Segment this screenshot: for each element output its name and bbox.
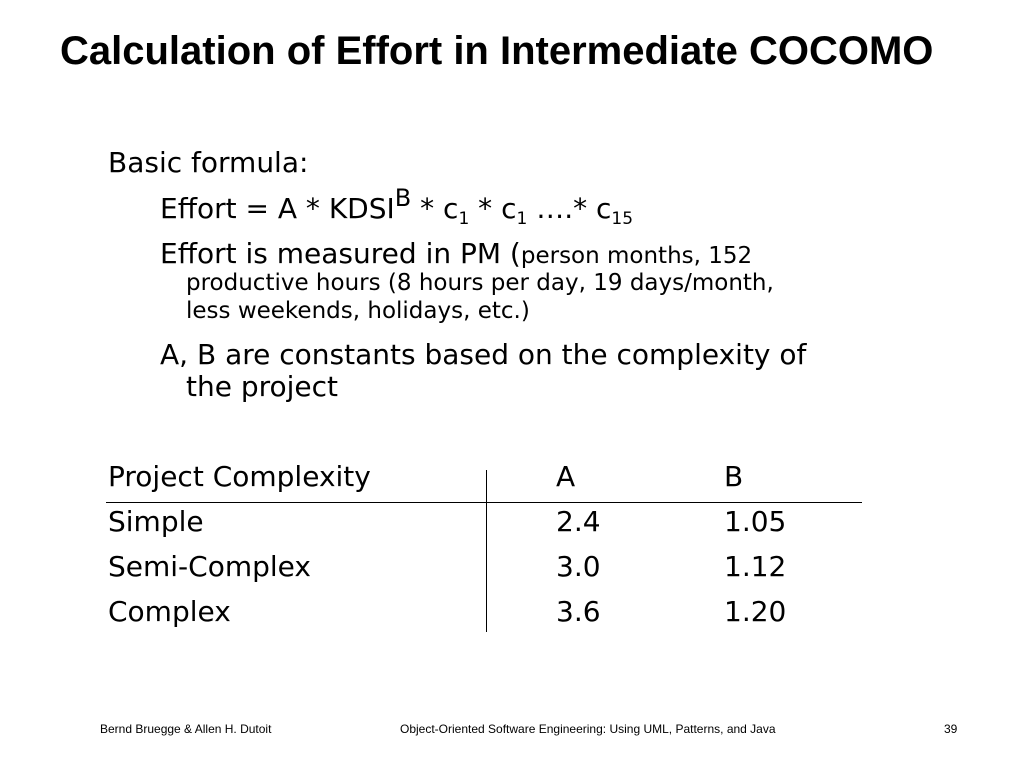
formula-exponent: B [394, 184, 412, 212]
table-cell-a: 2.4 [556, 505, 601, 538]
table-cell-complexity: Complex [108, 595, 231, 628]
table-cell-a: 3.6 [556, 595, 601, 628]
table-cell-b: 1.20 [724, 595, 787, 628]
table-cell-b: 1.05 [724, 505, 787, 538]
footer-authors: Bernd Bruegge & Allen H. Dutoit [100, 722, 272, 736]
table-cell-a: 3.0 [556, 550, 601, 583]
formula-subscript-3: 15 [611, 209, 634, 229]
table-cell-complexity: Simple [108, 505, 204, 538]
formula-term-1: * c [411, 192, 459, 225]
pm-line-1 [160, 237, 752, 270]
pm-lead: Effort is measured in PM ( [160, 237, 521, 270]
formula-subscript-2: 1 [516, 209, 528, 229]
table-header-complexity: Project Complexity [108, 460, 371, 493]
table-cell-complexity: Semi-Complex [108, 550, 311, 583]
table-cell-b: 1.12 [724, 550, 787, 583]
pm-detail-1: person months, 152 [520, 243, 753, 269]
pm-line-3: less weekends, holidays, etc.) [186, 298, 530, 324]
effort-formula [160, 184, 634, 229]
formula-subscript-1: 1 [458, 209, 470, 229]
table-header-divider [106, 502, 862, 503]
formula-term-2: * c [469, 192, 517, 225]
footer-page-number: 39 [944, 722, 958, 736]
table-column-divider [486, 470, 487, 632]
table-header-b: B [724, 460, 744, 493]
table-header-a: A [556, 460, 576, 493]
slide-title: Calculation of Effort in Intermediate COCOMO [60, 29, 934, 73]
constants-line-2: the project [186, 370, 339, 403]
pm-line-2: productive hours (8 hours per day, 19 days/month, [186, 270, 774, 296]
constants-line-1: A, B are constants based on the complexity of [160, 338, 807, 371]
formula-term-3: ….* c [527, 192, 612, 225]
formula-lhs: Effort = A * KDSI [160, 192, 395, 225]
basic-formula-label: Basic formula: [108, 146, 309, 179]
footer-book-title: Object-Oriented Software Engineering: Using UML, Patterns, and Java [400, 722, 776, 736]
